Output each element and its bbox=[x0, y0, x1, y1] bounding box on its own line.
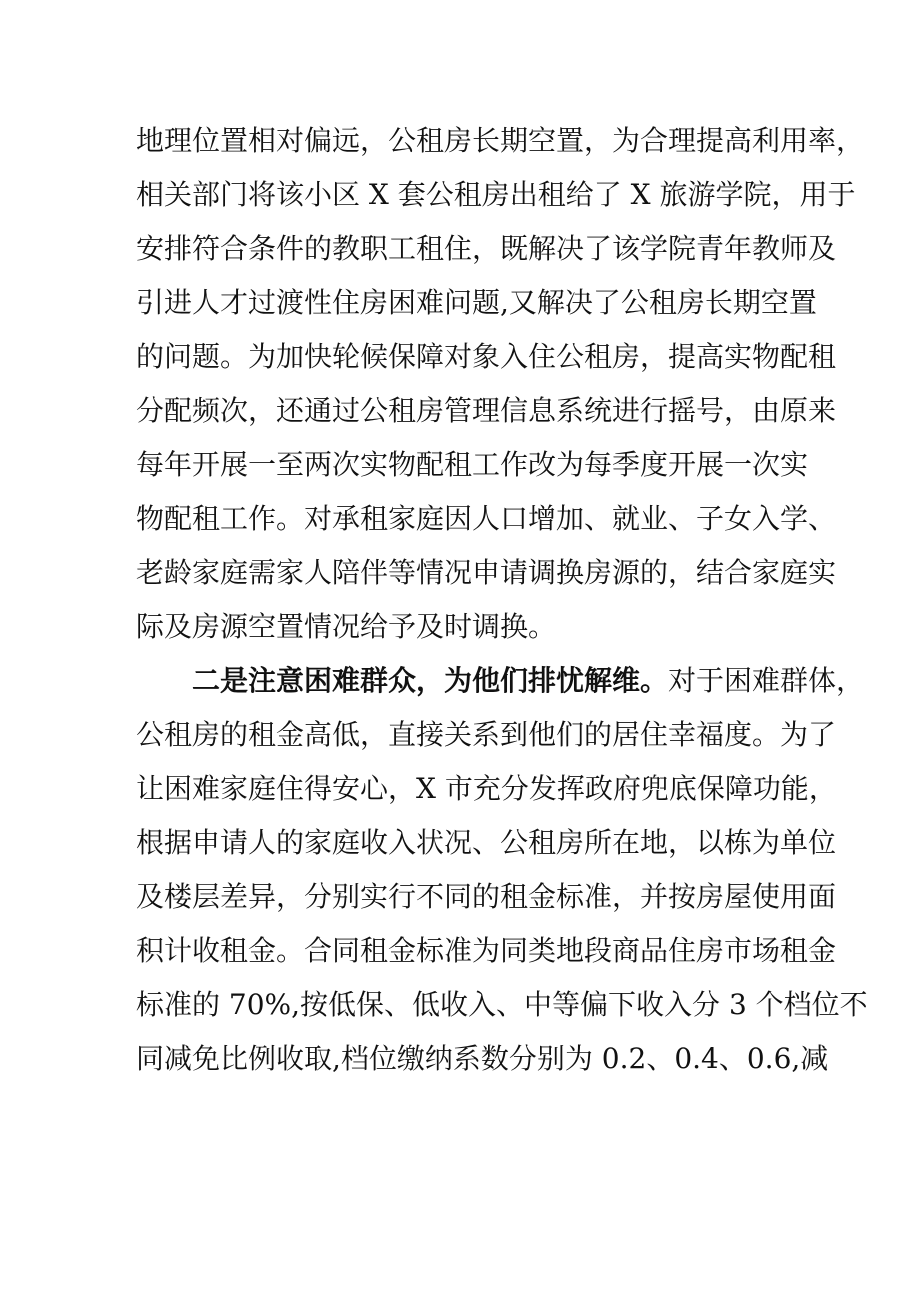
text-line: 根据申请人的家庭收入状况、公租房所在地，以栋为单位 bbox=[136, 826, 837, 859]
text-line: 地理位置相对偏远，公租房长期空置，为合理提高利用率， bbox=[136, 124, 865, 157]
paragraph-1 bbox=[136, 114, 865, 654]
text-line: 让困难家庭住得安心，X 市充分发挥政府兜底保障功能， bbox=[136, 772, 837, 805]
text-line: 标准的 70%,按低保、低收入、中等偏下收入分 3 个档位不 bbox=[136, 988, 868, 1021]
text-line: 相关部门将该小区 X 套公租房出租给了 X 旅游学院，用于 bbox=[136, 178, 856, 211]
text-line: 积计收租金。合同租金标准为同类地段商品住房市场租金 bbox=[136, 934, 837, 967]
text-line: 公租房的租金高低，直接关系到他们的居住幸福度。为了 bbox=[136, 718, 837, 751]
text-line: 同减免比例收取,档位缴纳系数分别为 0.2、0.4、0.6,减 bbox=[136, 1042, 829, 1075]
text-line: 际及房源空置情况给予及时调换。 bbox=[136, 610, 557, 643]
text-line: 老龄家庭需家人陪伴等情况申请调换房源的，结合家庭实 bbox=[136, 556, 837, 589]
text-line-first bbox=[136, 654, 865, 708]
text-line: 及楼层差异，分别实行不同的租金标准，并按房屋使用面 bbox=[136, 880, 837, 913]
text-line: 分配频次，还通过公租房管理信息系统进行摇号，由原来 bbox=[136, 394, 837, 427]
text-line: 安排符合条件的教职工租住，既解决了该学院青年教师及 bbox=[136, 232, 837, 265]
text-line: 的问题。为加快轮候保障对象入住公租房，提高实物配租 bbox=[136, 340, 837, 373]
lead-line-rest: 对于困难群体， bbox=[668, 664, 865, 697]
text-line: 引进人才过渡性住房困难问题,又解决了公租房长期空置 bbox=[136, 286, 817, 319]
text-line: 物配租工作。对承租家庭因人口增加、就业、子女入学、 bbox=[136, 502, 837, 535]
text-line: 每年开展一至两次实物配租工作改为每季度开展一次实 bbox=[136, 448, 809, 481]
paragraph-lead-heading: 二是注意困难群众，为他们排忧解维。 bbox=[192, 664, 669, 697]
paragraph-2 bbox=[136, 654, 868, 1086]
